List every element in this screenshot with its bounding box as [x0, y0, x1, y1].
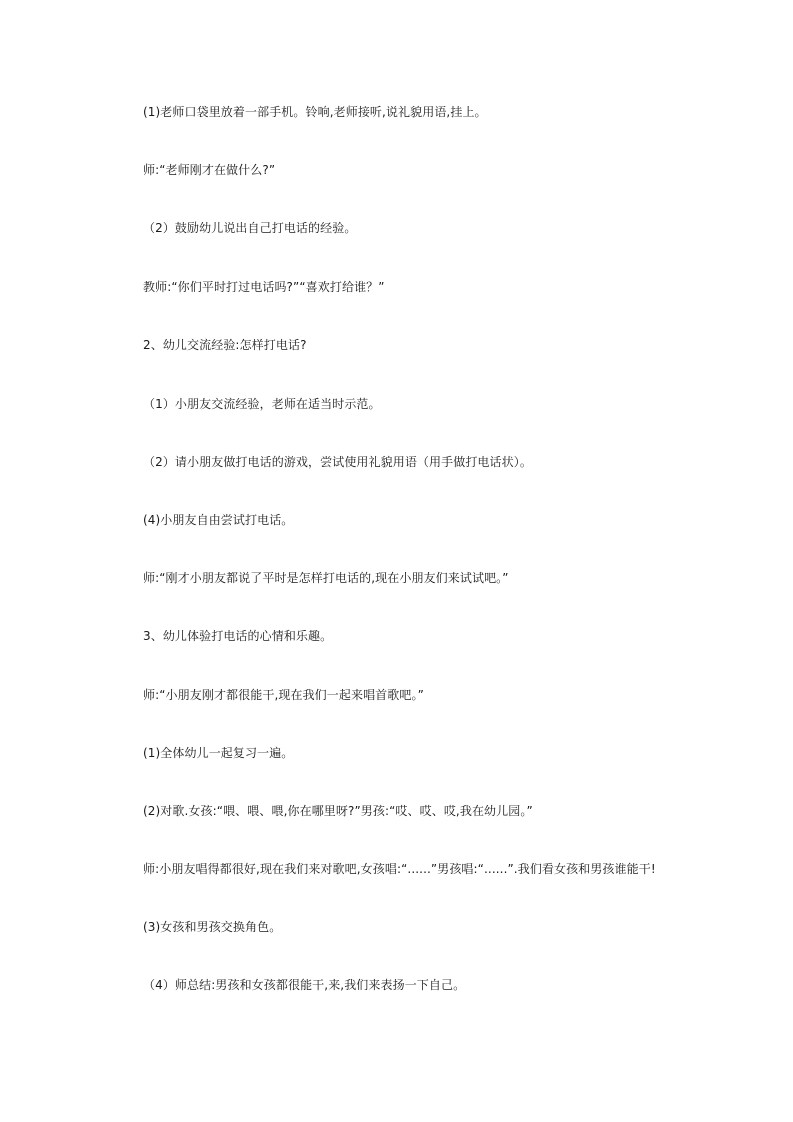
paragraph-8: (4)小朋友自由尝试打电话。 [143, 513, 294, 527]
paragraph-14: 师:小朋友唱得都很好,现在我们来对歌吧,女孩唱:“......”男孩唱:“......”.我们看女孩和男孩谁能干! [143, 862, 656, 876]
paragraph-16: （4）师总结:男孩和女孩都很能干,来,我们来表扬一下自己。 [143, 978, 466, 992]
paragraph-12: (1)全体幼儿一起复习一遍。 [143, 746, 294, 760]
paragraph-7: （2）请小朋友做打电话的游戏，尝试使用礼貌用语（用手做打电话状）。 [143, 455, 532, 469]
section-heading-2: 2、幼儿交流经验:怎样打电话? [143, 338, 307, 352]
paragraph-1: (1)老师口袋里放着一部手机。铃响,老师接听,说礼貌用语,挂上。 [143, 105, 487, 119]
section-heading-3: 3、幼儿体验打电话的心情和乐趣。 [143, 629, 333, 643]
paragraph-9: 师:“刚才小朋友都说了平时是怎样打电话的,现在小朋友们来试试吧。” [143, 571, 509, 585]
paragraph-3: （2）鼓励幼儿说出自己打电话的经验。 [143, 221, 357, 235]
paragraph-13: (2)对歌.女孩:“喂、喂、喂,你在哪里呀?”男孩:“哎、哎、哎,我在幼儿园。” [143, 804, 533, 818]
paragraph-11: 师:“小朋友刚才都很能干,现在我们一起来唱首歌吧。” [143, 688, 424, 702]
paragraph-2: 师:“老师刚才在做什么?” [143, 163, 276, 177]
paragraph-6: （1）小朋友交流经验，老师在适当时示范。 [143, 397, 381, 411]
paragraph-15: (3)女孩和男孩交换角色。 [143, 920, 282, 934]
paragraph-4: 教师:“你们平时打过电话吗?”“喜欢打给谁？” [143, 280, 385, 294]
